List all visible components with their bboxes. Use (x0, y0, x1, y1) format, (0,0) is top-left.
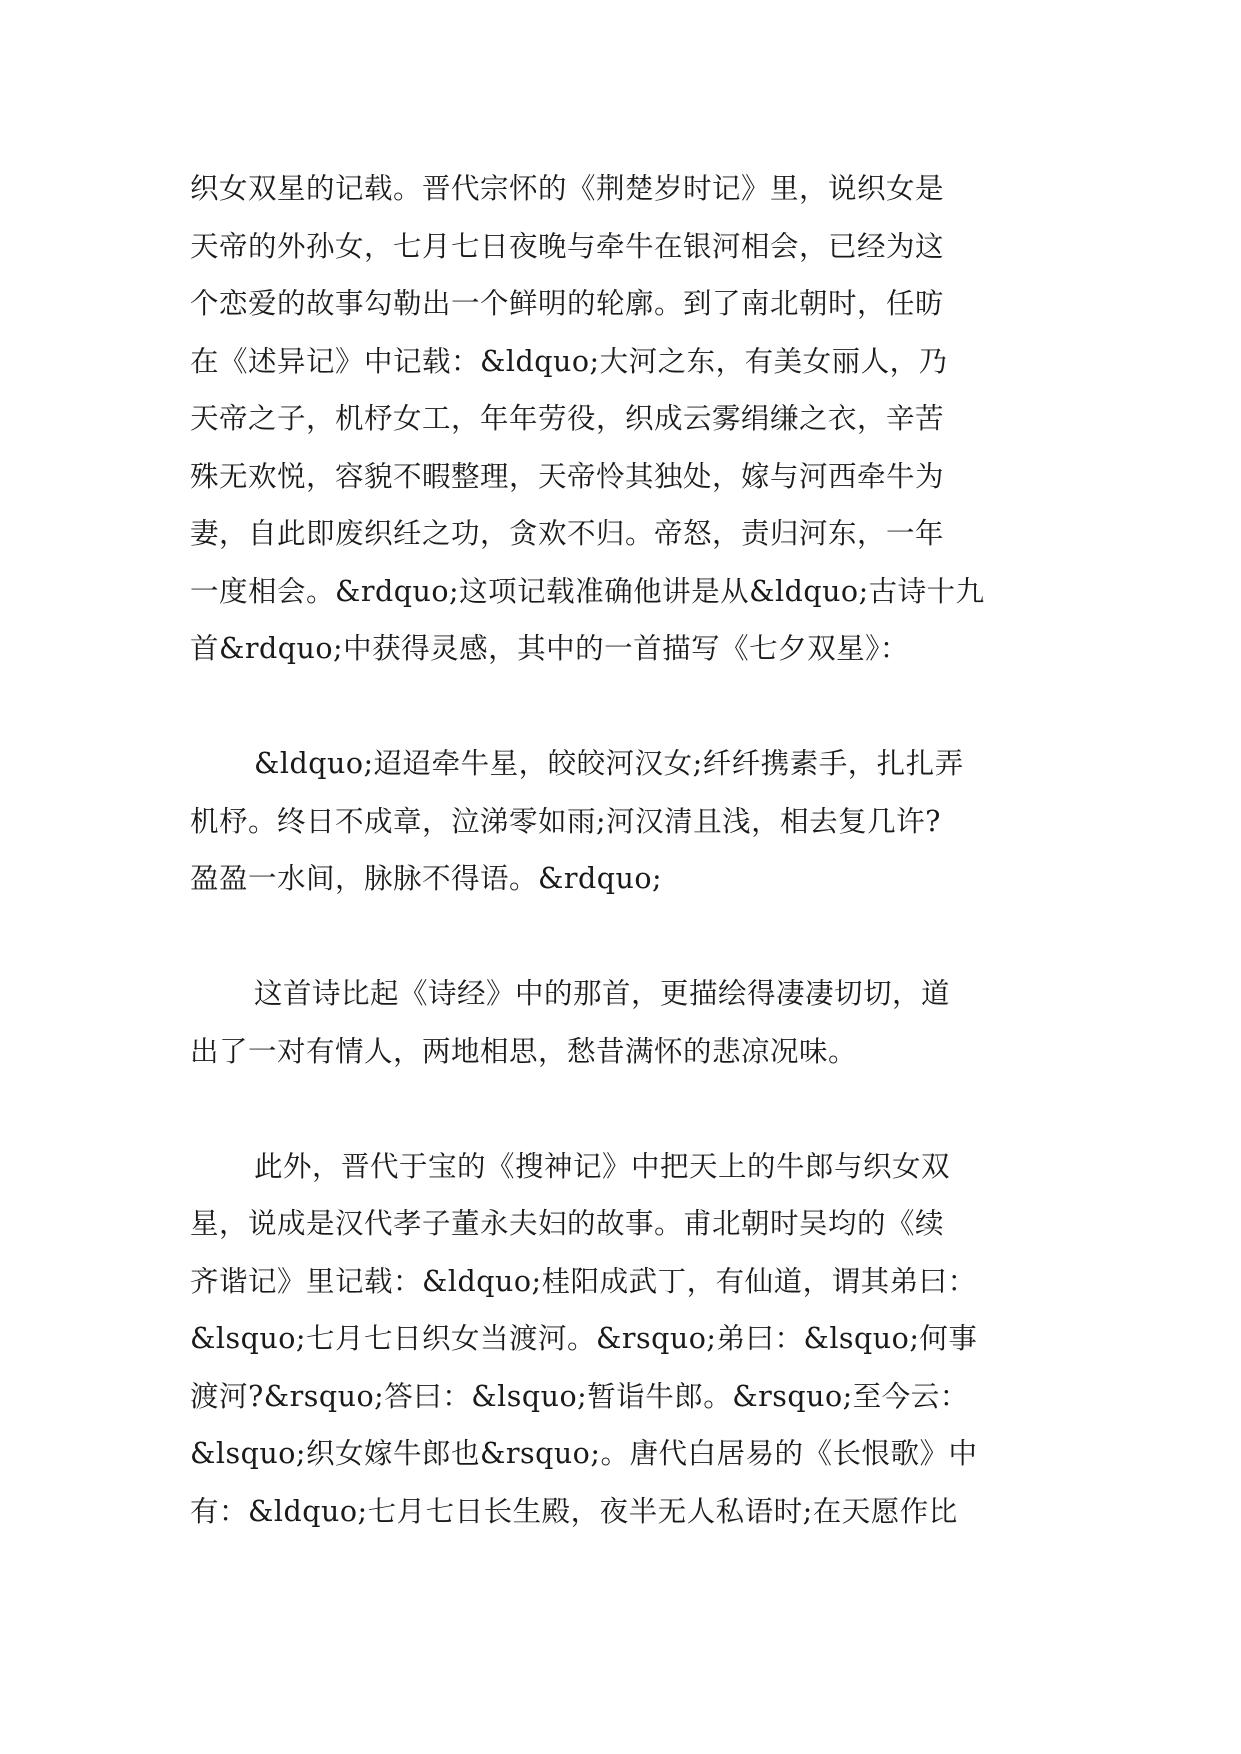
text-line: 此外，晋代于宝的《搜神记》中把天上的牛郎与织女双 (254, 1149, 951, 1183)
text-line: 天帝的外孙女，七月七日夜晚与牵牛在银河相会，已经为这 (190, 229, 945, 263)
text-line: 殊无欢悦，容貌不暇整理，天帝怜其独处，嫁与河西牵牛为 (190, 459, 945, 493)
text-line: 个恋爱的故事勾勒出一个鲜明的轮廓。到了南北朝时，任昉 (190, 287, 945, 320)
paragraph-gap (190, 1080, 1060, 1138)
paragraph-3 (190, 965, 1060, 1080)
document-body (190, 160, 1060, 1540)
paragraph-gap (190, 908, 1060, 966)
text-line: &ldquo;迢迢牵牛星，皎皎河汉女;纤纤携素手，扎扎弄 (254, 747, 964, 780)
paragraph-gap (190, 678, 1060, 736)
text-line: 一度相会。&rdquo;这项记载准确他讲是从&ldquo;古诗十九 (190, 574, 985, 608)
paragraph-4 (190, 1138, 1060, 1541)
text-line: 首&rdquo;中获得灵感，其中的一首描写《七夕双星》： (190, 632, 909, 665)
text-line: 渡河?&rsquo;答曰：&lsquo;暂诣牛郎。&rsquo;至今云： (190, 1379, 969, 1413)
paragraph-2 (190, 735, 1060, 908)
text-line: 盈盈一水间，脉脉不得语。&rdquo; (190, 862, 663, 895)
text-line: 这首诗比起《诗经》中的那首，更描绘得凄凄切切，道 (254, 977, 951, 1010)
text-line: 齐谐记》里记载：&ldquo;桂阳成武丁，有仙道，谓其弟曰： (190, 1264, 977, 1298)
text-line: 机杼。终日不成章，泣涕零如雨;河汉清且浅，相去复几许? (190, 804, 941, 838)
text-line: 妻，自此即废织纴之功，贪欢不归。帝怒，责归河东，一年 (190, 517, 945, 550)
text-line: 在《述异记》中记载：&ldquo;大河之东，有美女丽人，乃 (190, 344, 948, 378)
text-line: 织女双星的记载。晋代宗怀的《荆楚岁时记》里，说织女是 (190, 172, 945, 205)
text-line: 星，说成是汉代孝子董永夫妇的故事。甫北朝时吴均的《续 (190, 1207, 945, 1240)
text-line: &lsquo;织女嫁牛郎也&rsquo;。唐代白居易的《长恨歌》中 (190, 1437, 978, 1470)
text-line: 天帝之子，机杼女工，年年劳役，织成云雾绢缣之衣，辛苦 (190, 402, 945, 435)
text-line: 出了一对有情人，两地相思，愁昔满怀的悲凉况味。 (190, 1034, 858, 1068)
text-line: &lsquo;七月七日织女当渡河。&rsquo;弟曰：&lsquo;何事 (190, 1322, 978, 1355)
paragraph-1 (190, 160, 1060, 678)
text-line: 有：&ldquo;七月七日长生殿，夜半无人私语时;在天愿作比 (190, 1494, 958, 1528)
